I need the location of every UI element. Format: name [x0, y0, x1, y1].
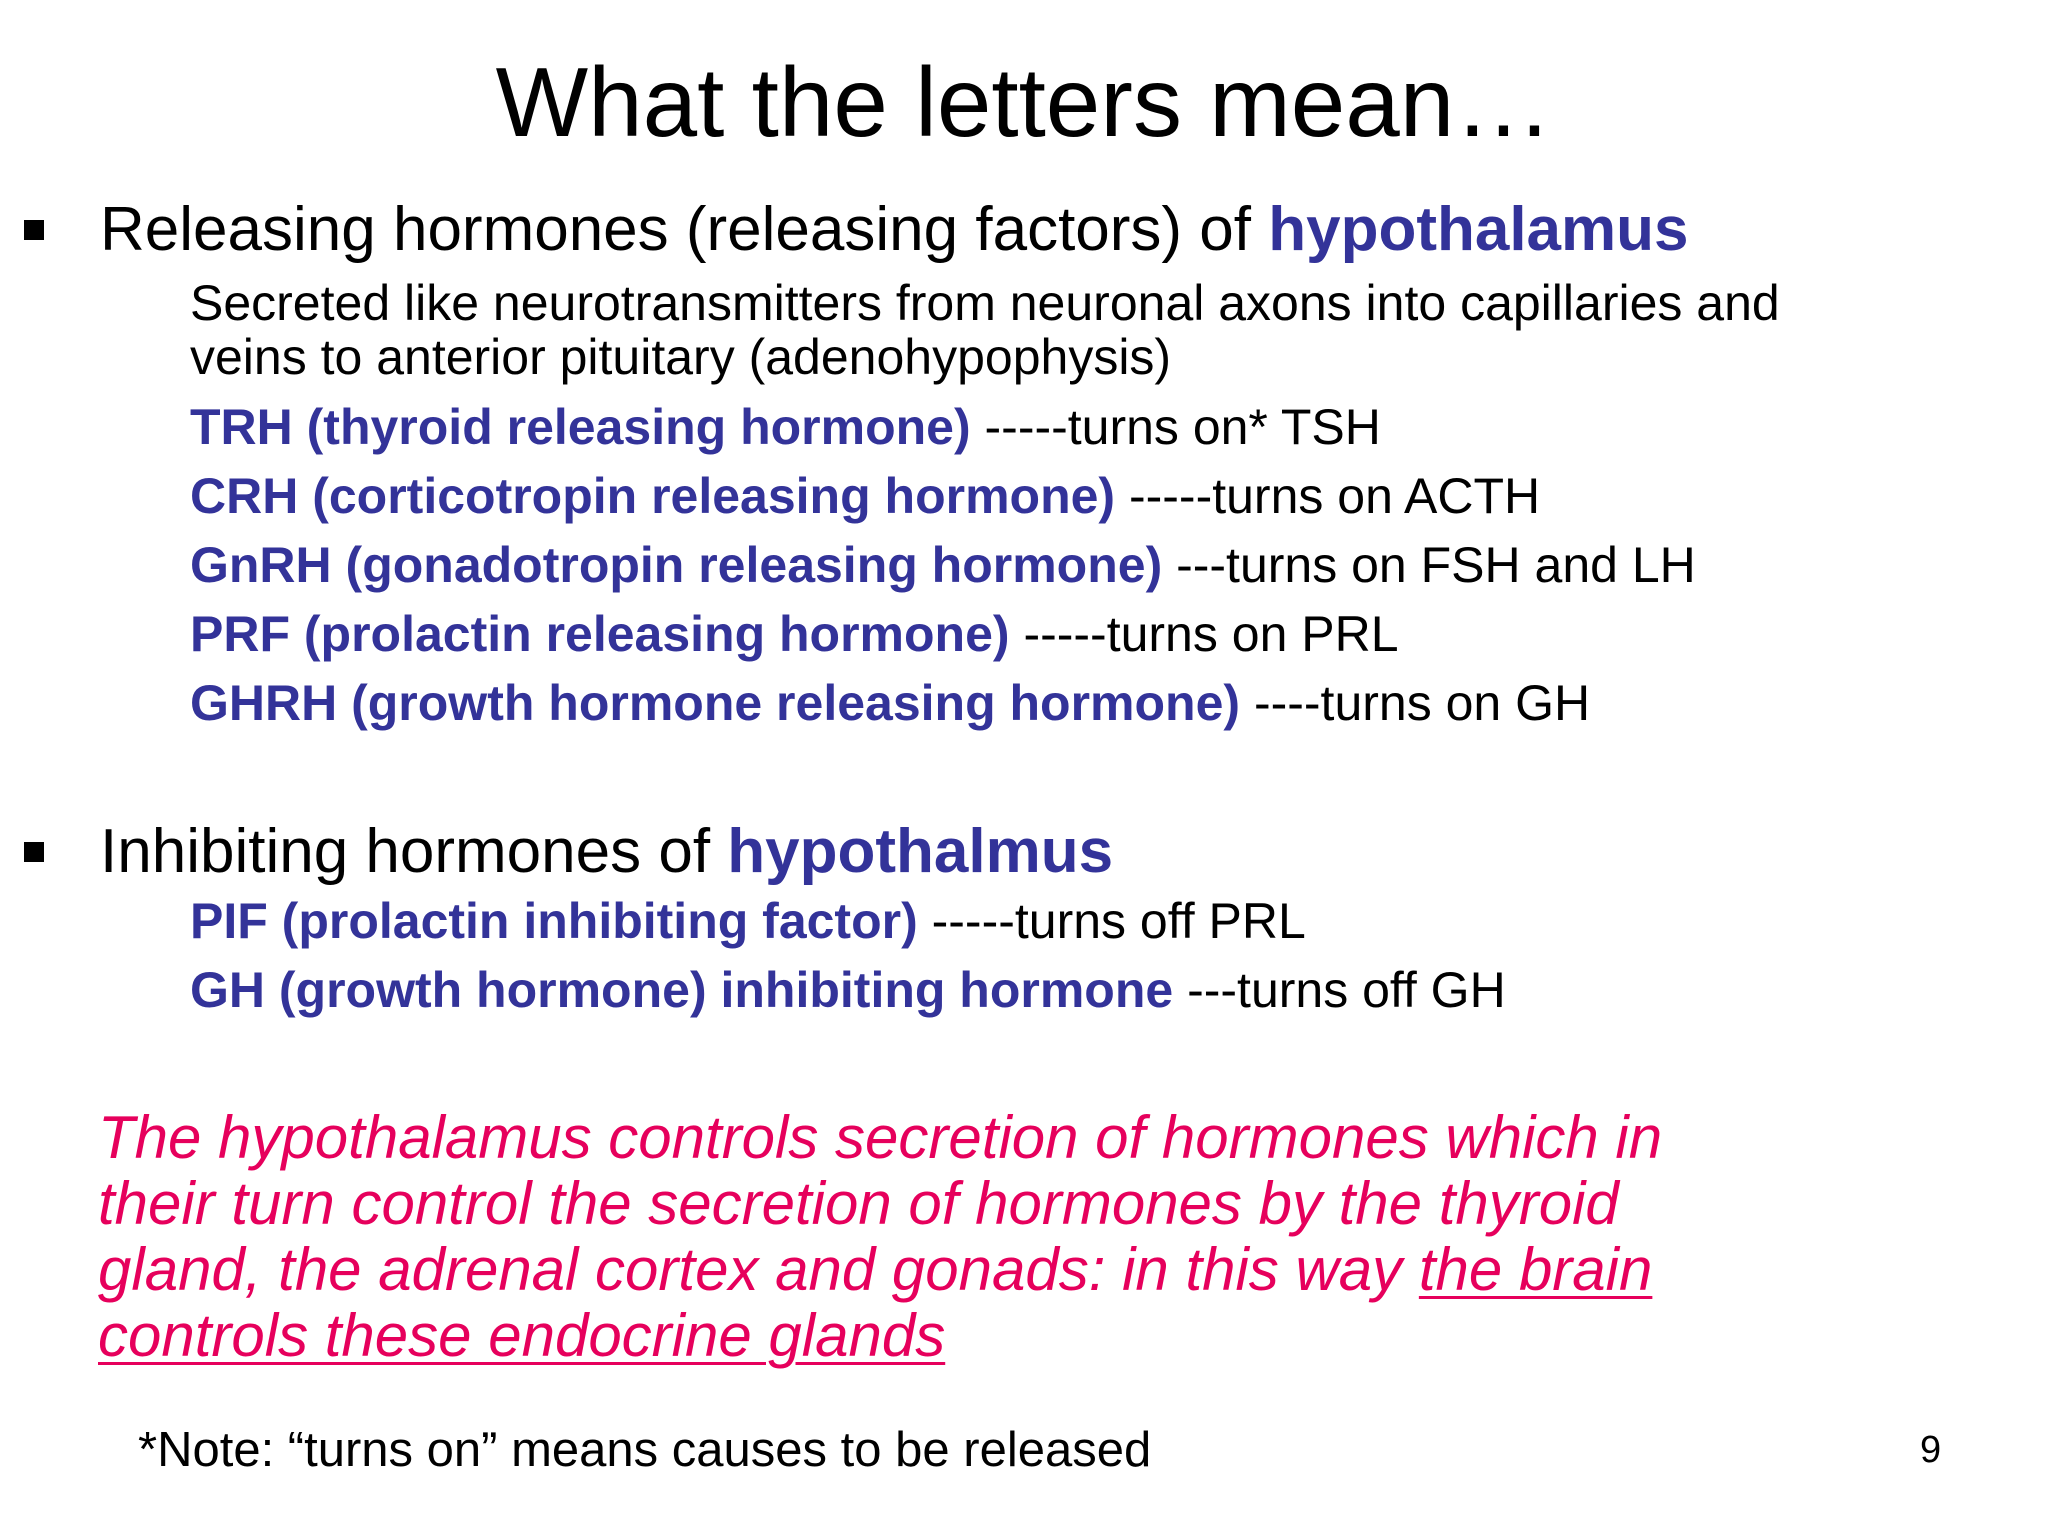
hormone-action: ---turns off GH — [1173, 962, 1506, 1018]
releasing-item — [190, 467, 1540, 525]
hormone-name: GHRH (growth hormone releasing hormone) — [190, 675, 1241, 731]
square-bullet-icon — [24, 842, 44, 862]
inhibiting-heading-text: Inhibiting hormones of — [100, 817, 728, 886]
inhibiting-heading-highlight: hypothalmus — [727, 817, 1114, 886]
releasing-item — [190, 605, 1399, 663]
description-line: veins to anterior pituitary (adenohypophysis) — [190, 329, 1172, 385]
page-number: 9 — [1920, 1429, 1942, 1471]
description-line: Secreted like neurotransmitters from neuronal axons into capillaries and — [190, 275, 1780, 331]
summary-underlined-text: the brain — [1418, 1236, 1653, 1303]
hormone-name: TRH (thyroid releasing hormone) — [190, 399, 971, 455]
releasing-description — [190, 276, 2030, 384]
releasing-heading-highlight: hypothalamus — [1268, 195, 1689, 264]
hormone-name: PRF (prolactin releasing hormone) — [190, 606, 1010, 662]
summary-line: their turn control the secretion of hormones by the thyroid — [98, 1170, 1619, 1237]
hormone-name: GnRH (gonadotropin releasing hormone) — [190, 537, 1163, 593]
summary-text: gland, the adrenal cortex and gonads: in this way — [98, 1236, 1419, 1303]
summary-line — [98, 1303, 1998, 1369]
hormone-action: -----turns off PRL — [917, 893, 1306, 949]
summary-paragraph — [98, 1105, 1998, 1369]
summary-line: The hypothalamus controls secretion of hormones which in — [98, 1104, 1663, 1171]
hormone-action: -----turns on* TSH — [970, 399, 1381, 455]
hormone-action: -----turns on ACTH — [1115, 468, 1541, 524]
summary-underlined-text: controls these endocrine glands — [98, 1302, 946, 1369]
footnote: *Note: “turns on” means causes to be released — [138, 1423, 1152, 1477]
summary-line — [98, 1237, 1998, 1303]
releasing-item — [190, 536, 1696, 594]
releasing-item — [190, 674, 1590, 732]
square-bullet-icon — [24, 220, 44, 240]
hormone-name: CRH (corticotropin releasing hormone) — [190, 468, 1116, 524]
hormone-action: ---turns on FSH and LH — [1162, 537, 1696, 593]
releasing-heading — [100, 194, 1689, 266]
hormone-action: -----turns on PRL — [1009, 606, 1399, 662]
slide-title: What the letters mean… — [495, 47, 1553, 157]
inhibiting-item — [190, 892, 1306, 950]
inhibiting-heading — [100, 816, 1113, 888]
releasing-heading-text: Releasing hormones (releasing factors) of — [100, 195, 1269, 264]
hormone-name: PIF (prolactin inhibiting factor) — [190, 893, 918, 949]
hormone-action: ----turns on GH — [1240, 675, 1591, 731]
inhibiting-item — [190, 961, 1506, 1019]
releasing-item — [190, 398, 1381, 456]
hormone-name: GH (growth hormone) inhibiting hormone — [190, 962, 1174, 1018]
